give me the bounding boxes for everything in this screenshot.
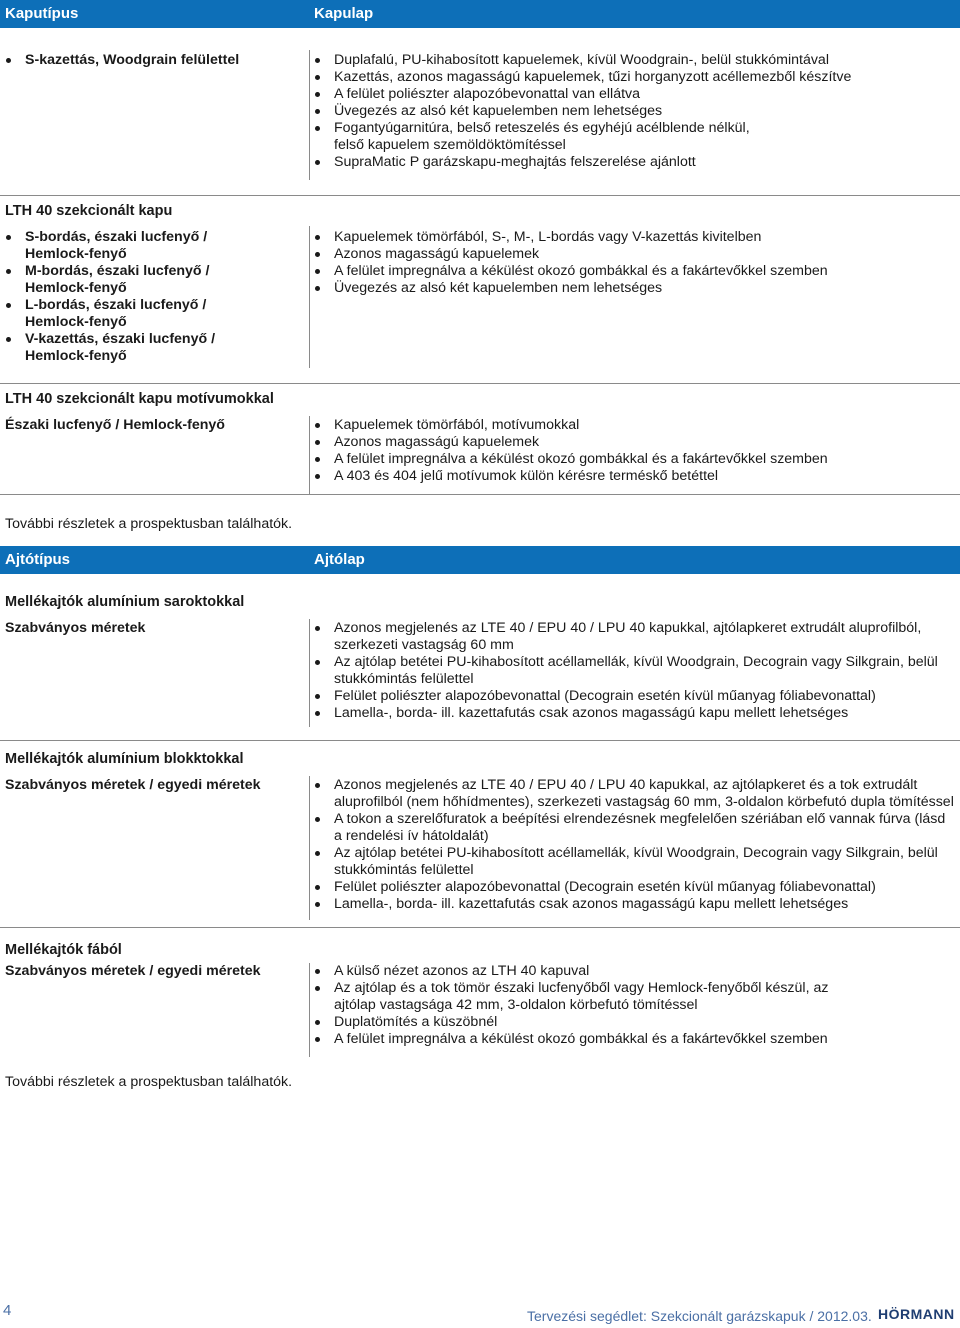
brand-logo: HÖRMANN <box>878 1306 955 1322</box>
list-item: Duplafalú, PU-kihabosított kapuelemek, kívül Woodgrain-, belül stukkómintával <box>314 52 956 69</box>
list-item: Az ajtólap betétei PU-kihabosított acéllamellák, kívül Woodgrain, Decograin vagy Silkgrain, belül stukkómintás felülettel <box>314 845 956 879</box>
door-type-list <box>5 229 220 365</box>
table2-row-1 <box>0 619 960 727</box>
col2-header: Ajtólap <box>314 551 365 568</box>
list-item: Azonos megjelenés az LTE 40 / EPU 40 / LPU 40 kapukkal, ajtólapkeret extrudált aluprofilból, szerkezeti vastagság 60 mm <box>314 620 956 654</box>
section-title: Mellékajtók alumínium saroktokkal <box>5 594 245 610</box>
door-type: Szabványos méretek / egyedi méretek <box>5 777 261 793</box>
list-item: Lamella-, borda- ill. kazettafutás csak azonos magasságú kapu mellett lehetséges <box>314 705 956 722</box>
divider <box>309 416 310 494</box>
list-item: Üvegezés az alsó két kapuelemben nem lehetséges <box>314 280 956 297</box>
list-item: Az ajtólap és a tok tömör északi lucfenyőből vagy Hemlock-fenyőből készül, az ajtólap vastagsága 42 mm, 3-oldalon körbefutó tömítéssel <box>314 980 854 1014</box>
divider <box>309 619 310 727</box>
page-footer <box>0 1296 960 1328</box>
divider <box>309 776 310 920</box>
col2-header: Kapulap <box>314 5 374 22</box>
note: További részletek a prospektusban találhatók. <box>5 1074 293 1090</box>
door-type: Szabványos méretek / egyedi méretek <box>5 963 261 979</box>
col1-header: Kaputípus <box>5 5 79 22</box>
table1-row-2 <box>0 226 960 368</box>
door-type: V-kazettás, északi lucfenyő / Hemlock-fenyő <box>5 331 220 365</box>
list-item: Felület poliészter alapozóbevonattal (Decograin esetén kívül műanyag fóliabevonattal) <box>314 879 956 896</box>
table2-row-3 <box>0 963 960 1057</box>
list-item: Azonos magasságú kapuelemek <box>314 246 956 263</box>
row-divider <box>0 740 960 741</box>
table1-header <box>0 0 960 28</box>
section-title: Mellékajtók alumínium blokktokkal <box>5 751 244 767</box>
door-type: L-bordás, északi lucfenyő / Hemlock-fenyő <box>5 297 220 331</box>
list-item: A felület poliészter alapozóbevonattal van ellátva <box>314 86 956 103</box>
door-type: Északi lucfenyő / Hemlock-fenyő <box>5 417 225 433</box>
list-item: Üvegezés az alsó két kapuelemben nem lehetséges <box>314 103 956 120</box>
section-title: LTH 40 szekcionált kapu motívumokkal <box>5 391 274 407</box>
list-item: Fogantyúgarnitúra, belső reteszelés és egyhéjú acélblende nélkül, felső kapuelem szemöldöktömítéssel <box>314 120 774 154</box>
row-divider <box>0 927 960 928</box>
door-type: S-bordás, északi lucfenyő / Hemlock-fenyő <box>5 229 220 263</box>
door-leaf-list <box>314 229 956 297</box>
door-leaf-list <box>314 52 956 171</box>
list-item: Kapuelemek tömörfából, S-, M-, L-bordás vagy V-kazettás kivitelben <box>314 229 956 246</box>
list-item: Duplatömítés a küszöbnél <box>314 1014 854 1031</box>
list-item: Felület poliészter alapozóbevonattal (Decograin esetén kívül műanyag fóliabevonattal) <box>314 688 956 705</box>
row-divider <box>0 195 960 196</box>
door-leaf-list <box>314 417 956 485</box>
door-type-list <box>5 52 295 69</box>
col1-header: Ajtótípus <box>5 551 70 568</box>
table2-row-2 <box>0 776 960 920</box>
door-type: S-kazettás, Woodgrain felülettel <box>5 52 295 69</box>
list-item: A felület impregnálva a kékülést okozó gombákkal és a fakártevőkkel szemben <box>314 451 956 468</box>
list-item: Kazettás, azonos magasságú kapuelemek, tűzi horganyzott acéllemezből készítve <box>314 69 956 86</box>
door-leaf-list <box>314 963 854 1048</box>
list-item: Lamella-, borda- ill. kazettafutás csak azonos magasságú kapu mellett lehetséges <box>314 896 956 913</box>
divider <box>309 963 310 1057</box>
list-item: A felület impregnálva a kékülést okozó gombákkal és a fakártevőkkel szemben <box>314 1031 854 1048</box>
list-item: Azonos megjelenés az LTE 40 / EPU 40 / LPU 40 kapukkal, az ajtólapkeret és a tok extrudált aluprofilból (nem hőhídmentes), szerkezeti vastagság 60 mm, 3-oldalon körbefutó dupla tömítéssel <box>314 777 956 811</box>
row-divider <box>0 383 960 384</box>
section-title: LTH 40 szekcionált kapu <box>5 203 173 219</box>
list-item: SupraMatic P garázskapu-meghajtás felszerelése ajánlott <box>314 154 956 171</box>
note: További részletek a prospektusban találhatók. <box>5 516 293 532</box>
table1-row-3 <box>0 416 960 494</box>
door-leaf-list <box>314 620 956 722</box>
footer-title: Tervezési segédlet: Szekcionált garázskapuk / 2012.03. <box>527 1308 872 1324</box>
list-item: Az ajtólap betétei PU-kihabosított acéllamellák, kívül Woodgrain, Decograin vagy Silkgrain, belül stukkómintás felülettel <box>314 654 956 688</box>
list-item: A felület impregnálva a kékülést okozó gombákkal és a fakártevőkkel szemben <box>314 263 956 280</box>
list-item: Kapuelemek tömörfából, motívumokkal <box>314 417 956 434</box>
table2-header <box>0 546 960 574</box>
divider <box>309 50 310 180</box>
section-title: Mellékajtók fából <box>5 942 122 958</box>
list-item: Azonos magasságú kapuelemek <box>314 434 956 451</box>
page-number: 4 <box>3 1302 12 1319</box>
row-divider <box>0 494 960 495</box>
divider <box>309 226 310 368</box>
list-item: A külső nézet azonos az LTH 40 kapuval <box>314 963 854 980</box>
door-type: M-bordás, északi lucfenyő / Hemlock-fenyő <box>5 263 220 297</box>
table1-row-1 <box>0 50 960 180</box>
door-type: Szabványos méretek <box>5 620 146 636</box>
list-item: A 403 és 404 jelű motívumok külön kérésre terméskő betéttel <box>314 468 956 485</box>
list-item: A tokon a szerelőfuratok a beépítési elrendezésnek megfelelően szériában elő vannak fúrva (lásd a rendelési ív hátoldalát) <box>314 811 956 845</box>
door-leaf-list <box>314 777 956 913</box>
